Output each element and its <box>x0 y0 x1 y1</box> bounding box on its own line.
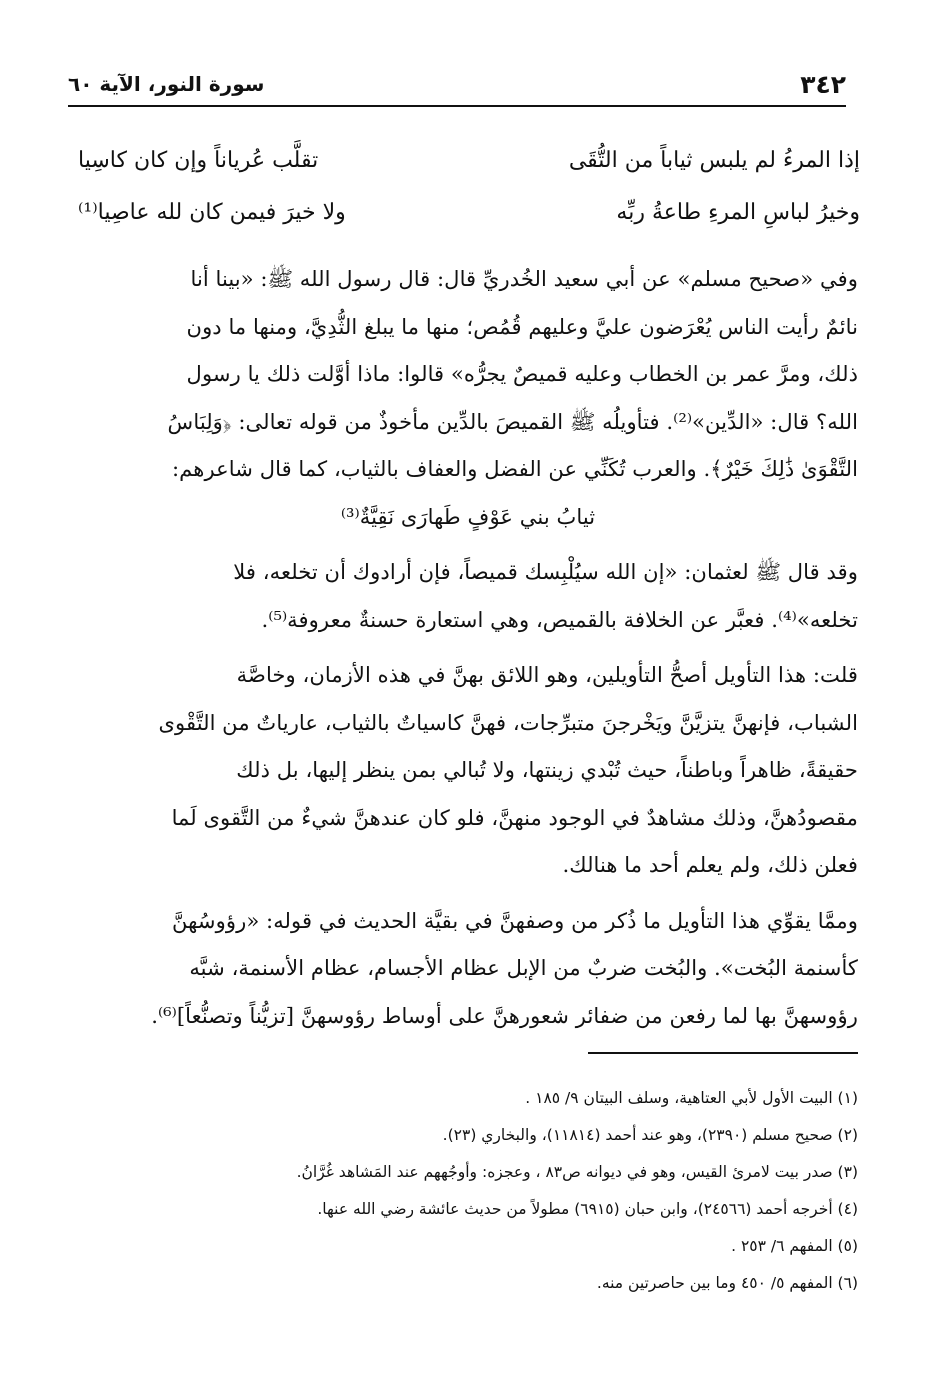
text-line: مقصودُهنَّ، وذلك مشاهدٌ في الوجود منهنَّ، فلو كان عندهنَّ شيءٌ من التَّقوى لَما <box>171 804 858 830</box>
text-line: ذلك، ومرَّ عمر بن الخطاب وعليه قميصٌ يجرُّه» قالوا: ماذا أوَّلت ذلك يا رسول <box>186 361 858 386</box>
text-line: الله؟ قال: «الدِّين»⁽²⁾. فتأويلُه ﷺ القميصَ بالدِّين مأخوذٌ من قوله تعالى: ﴿وَلِبَاسُ <box>167 408 858 434</box>
footnote: (١) البيت الأول لأبي العتاهية، وسلف البيتان ٩/ ١٨٥ . <box>525 1089 858 1107</box>
text-line: وممَّا يقوِّي هذا التأويل ما ذُكر من وصفهنَّ في بقيَّة الحديث في قوله: «رؤوسُهنَّ <box>172 907 858 933</box>
quoted-verse: ثيابُ بني عَوْفٍ طَهارَى نَقِيَّةٌ⁽³⁾ <box>340 503 596 529</box>
header-divider <box>68 105 846 107</box>
verse-second-hemistich: ولا خيرَ فيمن كان لله عاصِيا⁽¹⁾ <box>78 200 346 225</box>
text-line: فعلن ذلك، ولم يعلم أحد ما هنالك. <box>562 852 858 877</box>
text-line: وقد قال ﷺ لعثمان: «إن الله سيُلْبِسك قميصاً، فإن أرادوك أن تخلعه، فلا <box>233 559 858 584</box>
text-line: رؤوسهنَّ بها لما رفعن من ضفائر شعورهنَّ على أوساط رؤوسهنَّ [تزيُّناً وتصنُّعاً]⁽⁶⁾. <box>151 1002 858 1028</box>
main-text <box>78 255 858 1039</box>
verse-second-hemistich: تقلَّب عُرياناً وإن كان كاسِيا <box>78 148 319 173</box>
footnotes <box>80 1080 858 1302</box>
footnote: (٣) صدر بيت لامرئ القيس، وهو في ديوانه ص٨٣ ، وعجزه: وأوجُههم عند المَشاهد غُرَّانُ. <box>296 1163 858 1181</box>
verse-first-hemistich: إذا المرءُ لم يلبس ثياباً من التُّقَى <box>568 148 860 173</box>
running-title: سورة النور، الآية ٦٠ <box>68 72 265 96</box>
page-header <box>68 62 846 102</box>
text-line: وفي «صحيح مسلم» عن أبي سعيد الخُدريِّ قال: قال رسول الله ﷺ: «بينا أنا <box>190 266 858 291</box>
text-line: نائمٌ رأيت الناس يُعْرَضون عليَّ وعليهم قُمُص؛ منها ما يبلغ الثُّدِيَّ، ومنها ما دون <box>186 313 858 339</box>
text-line: قلت: هذا التأويل أصحُّ التأويلين، وهو اللائق بهنَّ في هذه الأزمان، وخاصَّة <box>236 662 858 687</box>
text-line: كأسنمة البُخت». والبُخت ضربٌ من الإبل عظام الأجسام، عظام الأسنمة، شبَّه <box>189 955 858 980</box>
footnote: (٢) صحيح مسلم (٢٣٩٠)، وهو عند أحمد (١١٨١٤)، والبخاري (٢٣). <box>442 1126 858 1144</box>
text-line: تخلعه»⁽⁴⁾. فعبَّر عن الخلافة بالقميص، وهي استعارة حسنةٌ معروفة⁽⁵⁾. <box>261 606 858 632</box>
page-number: ٣٤٢ <box>800 70 846 99</box>
text-line: التَّقْوَىٰ ذَٰلِكَ خَيْرٌ﴾. والعرب تُكَنِّي عن الفضل والعفاف بالثياب، كما قال شاعرهم: <box>172 456 858 481</box>
verse-first-hemistich: وخيرُ لباسِ المرءِ طاعةُ ربِّه <box>616 200 860 225</box>
footnote: (٤) أخرجه أحمد (٢٤٥٦٦)، وابن حبان (٦٩١٥) مطولاً من حديث عائشة رضي الله عنها. <box>317 1200 858 1218</box>
text-line: حقيقةً، ظاهراً وباطناً، حيث تُبْدي زينتها، ولا تُبالي بمن ينظر إليها، بل ذلك <box>236 757 858 782</box>
footnote: (٥) المفهم ٦/ ٢٥٣ . <box>731 1237 858 1255</box>
footnote-divider <box>588 1052 858 1054</box>
footnote: (٦) المفهم ٥/ ٤٥٠ وما بين حاصرتين منه. <box>596 1274 858 1292</box>
text-line: الشباب، فإنهنَّ يتزيَّنَّ ويَخْرجنَ متبرِّجات، فهنَّ كاسياتٌ بالثياب، عارياتٌ من التَّقْوى <box>158 709 858 735</box>
